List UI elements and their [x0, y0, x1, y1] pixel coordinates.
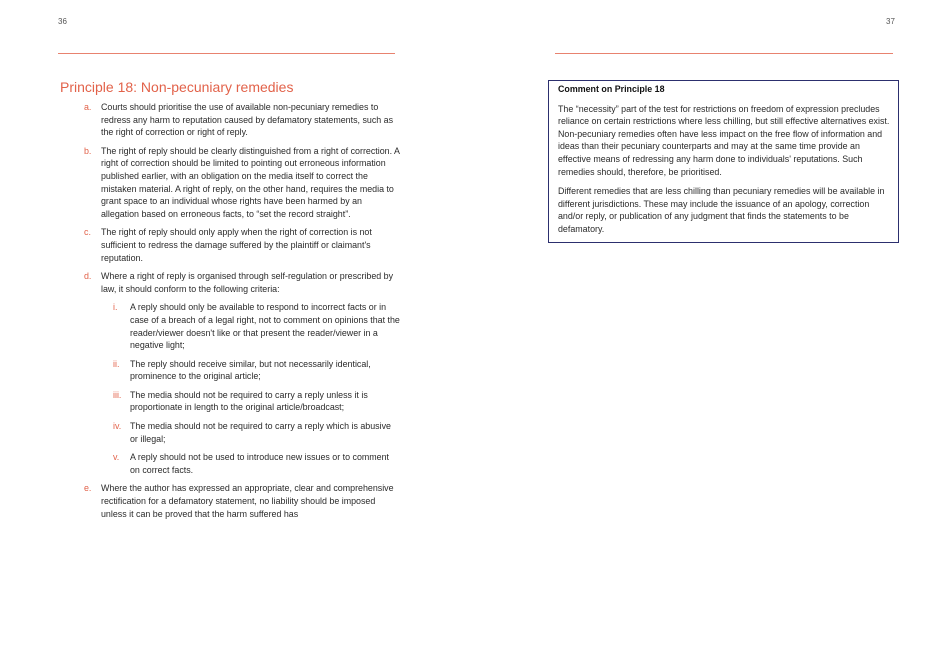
sub-list-item-text: A reply should only be available to respond to incorrect facts or in case of a breach of a legal right, not to comment on opinions that the reader/viewer doesn't like or that present the reader/viewer in a negative light;	[130, 302, 400, 351]
list-marker: b.	[84, 145, 92, 156]
page-number-left: 36	[58, 17, 67, 26]
list-marker: c.	[84, 227, 91, 238]
sub-list-marker: iv.	[113, 421, 122, 432]
sub-list-item-text: The media should not be required to carry a reply unless it is proportionate in length to the original article/broadcast;	[130, 389, 368, 413]
list-item	[84, 270, 400, 476]
sub-list-item	[113, 389, 400, 414]
list-marker: d.	[84, 271, 92, 282]
principle-heading: Principle 18: Non-pecuniary remedies	[60, 79, 294, 95]
list-item-text: The right of reply should be clearly distinguished from a right of correction. A right of correction should be limited to pointing out erroneous information published earlier, with an obligation on the media itself to correct the mistaken material. A right of reply, on the other hand, requires the media to grant space to an individual whose rights have been harmed by an allegation based on erroneous facts, to “set the record straight”.	[101, 145, 400, 219]
sub-list-marker: i.	[113, 302, 118, 313]
sub-list-item-text: The reply should receive similar, but not necessarily identical, prominence to the original article;	[130, 358, 371, 382]
list-item-text: Where a right of reply is organised through self-regulation or prescribed by law, it should conform to the following criteria:	[101, 271, 394, 294]
header-rule-left	[58, 53, 395, 54]
sub-list-marker: v.	[113, 452, 120, 463]
page-number-right: 37	[886, 17, 895, 26]
sub-list-item-text: The media should not be required to carry a reply which is abusive or illegal;	[130, 421, 391, 444]
list-marker: a.	[84, 102, 92, 112]
criteria-sub-list	[113, 301, 400, 476]
list-item	[84, 226, 400, 264]
list-marker: e.	[84, 483, 92, 494]
principle-list	[84, 101, 400, 526]
sub-list-item-text: A reply should not be used to introduce new issues or to comment on correct facts.	[130, 452, 389, 475]
comment-paragraph: Different remedies that are less chilling than pecuniary remedies will be available in different jurisdictions. These may include the issuance of an apology, correction and/or reply, or publication of any judgment that finds the statements to be defamatory.	[558, 186, 885, 234]
list-item-text: Courts should prioritise the use of available non-pecuniary remedies to redress any harm to reputation caused by defamatory statements, such as the right of correction or right of reply.	[101, 102, 394, 138]
list-item	[84, 101, 400, 139]
comment-title: Comment on Principle 18	[558, 84, 665, 94]
sub-list-item	[113, 358, 400, 383]
list-item	[84, 482, 400, 520]
sub-list-item	[113, 451, 400, 476]
header-rule-right	[555, 53, 893, 54]
sub-list-marker: iii.	[113, 389, 122, 400]
sub-list-item	[113, 301, 400, 351]
comment-box	[548, 80, 899, 243]
sub-list-marker: ii.	[113, 358, 120, 369]
list-item	[84, 145, 400, 221]
comment-paragraph: The “necessity” part of the test for restrictions on freedom of expression precludes reliance on certain restrictions where less chilling, but still effective alternatives exist. Non-pecuniary remedies often have less impact on the free flow of information and ideas than their pecuniary counterparts and may at the same time provide an effective means of redressing any harm done to individuals' reputations. Such remedies should, therefore, be prioritised.	[558, 103, 890, 177]
sub-list-item	[113, 420, 400, 445]
list-item-text: Where the author has expressed an appropriate, clear and comprehensive rectification for a defamatory statement, no liability should be imposed unless it can be proved that the harm suffered has	[101, 483, 394, 519]
list-item-text: The right of reply should only apply when the right of correction is not sufficient to redress the damage suffered by the plaintiff or claimant's reputation.	[101, 227, 372, 263]
